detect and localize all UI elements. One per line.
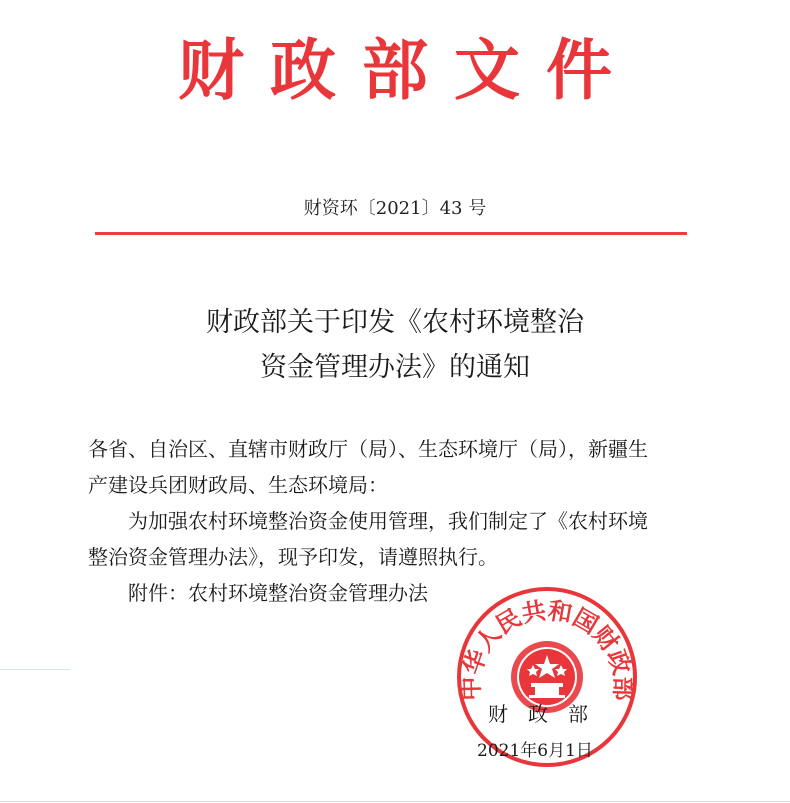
addressee-line-2: 产建设兵团财政局、生态环境局： [88,473,388,497]
notice-body [88,431,708,611]
notice-title-line-1: 财政部关于印发《农村环境整治 [206,307,584,338]
issue-date: 2021年6月1日 [477,741,593,761]
document-header-title: 财政部文件 [178,31,638,109]
notice-title-line-2: 资金管理办法》的通知 [260,352,530,383]
body-paragraph-line-2: 整治资金管理办法》，现予印发，请遵照执行。 [88,545,498,569]
addressee-line-1: 各省、自治区、直辖市财政厅（局）、生态环境厅（局），新疆生 [88,437,648,461]
document-number: 财资环〔2021〕43 号 [303,198,487,219]
header-red-rule [95,232,687,235]
bottom-border [0,801,790,802]
notice-title [0,300,790,390]
body-paragraph-line-1: 为加强农村环境整治资金使用管理，我们制定了《农村环境 [128,509,648,533]
attachment-line: 附件：农村环境整治资金管理办法 [128,581,428,605]
seal-text: 中华人民共和国财政部 [456,596,638,702]
issuer-signature: 财 政 部 [488,702,588,726]
scan-artifact [0,669,70,670]
